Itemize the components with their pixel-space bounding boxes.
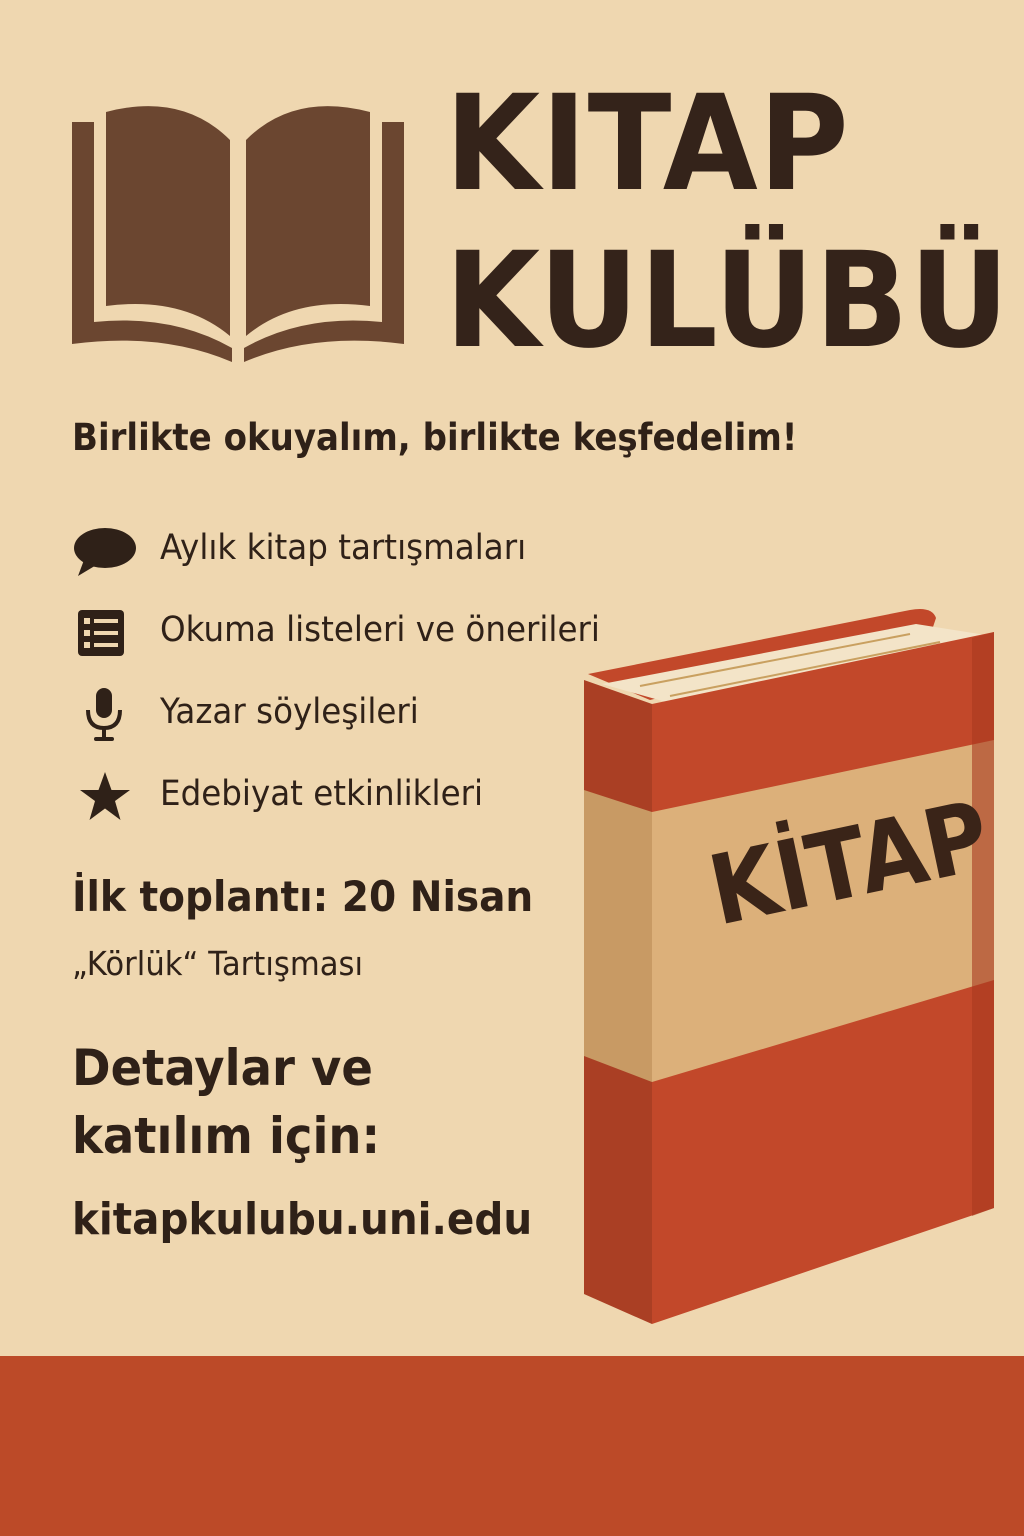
footer-bar [0, 1356, 1024, 1536]
meeting-topic: „Körlük“ Tartışması [72, 944, 364, 983]
title-kulubu: KULÜBÜ [445, 224, 1011, 378]
list-icon [72, 606, 138, 660]
details-line-2: katılım için: [72, 1107, 381, 1165]
feature-label: Edebiyat etkinlikleri [160, 774, 484, 814]
website-link[interactable]: kitapkulubu.uni.edu [72, 1194, 533, 1245]
speech-bubble-icon [72, 524, 138, 578]
title-kitap: KITAP [445, 67, 850, 221]
meeting-date: İlk toplantı: 20 Nisan [72, 872, 534, 921]
tagline: Birlikte okuyalım, birlikte keşfedelim! [72, 416, 798, 459]
details-text [72, 1034, 380, 1170]
microphone-icon [72, 688, 138, 742]
book-cover-label: KİTAP [700, 779, 999, 948]
feature-label: Yazar söyleşileri [160, 692, 419, 732]
feature-label: Aylık kitap tartışmaları [160, 528, 527, 568]
details-line-1: Detaylar ve [72, 1039, 373, 1097]
star-icon [72, 770, 138, 824]
red-book-illustration [580, 604, 1000, 1324]
feature-label: Okuma listeleri ve önerileri [160, 610, 600, 650]
open-book-icon [72, 92, 404, 362]
